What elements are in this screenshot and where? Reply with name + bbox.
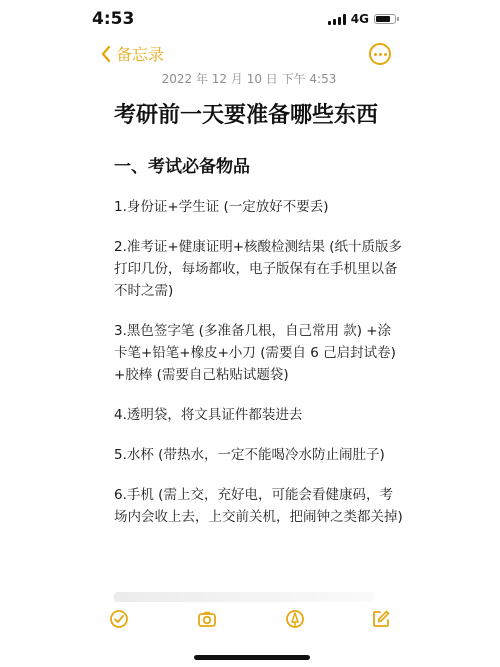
- back-button[interactable]: [100, 42, 164, 65]
- network-label: 4G: [350, 12, 369, 26]
- note-body[interactable]: [114, 70, 404, 546]
- more-icon: [369, 43, 391, 65]
- battery-icon: [374, 14, 396, 24]
- compose-icon: [371, 609, 391, 629]
- note-title: 考研前一天要准备哪些东西: [114, 103, 379, 128]
- status-time: 4:53: [92, 9, 135, 29]
- note-item-2: 2.准考证+健康证明+核酸检测结果 (纸十质版多打印几份，每场都收，电子版保有在手机里以备不时之需): [114, 239, 403, 299]
- signal-icon: [328, 14, 346, 25]
- camera-button[interactable]: [196, 608, 218, 630]
- note-date: 2022 年 12 月 10 日 下午 4:53: [161, 72, 337, 86]
- checklist-button[interactable]: [108, 608, 130, 630]
- faded-text-line: [114, 592, 374, 602]
- checklist-icon: [109, 609, 129, 629]
- note-item-5: 5.水杯 (带热水，一定不能喝冷水防止闹肚子): [114, 447, 385, 463]
- battery-fill: [376, 16, 390, 22]
- markup-button[interactable]: [284, 608, 306, 630]
- note-item-6: 6.手机 (需上交，充好电，可能会看健康码，考场内会收上去，上交前关机，把闹钟之类都关掉): [114, 487, 403, 525]
- note-item-1: 1.身份证+学生证 (一定放好不要丢): [114, 199, 329, 215]
- camera-icon: [197, 609, 217, 629]
- note-item-4: 4.透明袋，将文具证件都装进去: [114, 407, 303, 423]
- bottom-toolbar: [0, 608, 500, 638]
- back-label: 备忘录: [116, 45, 165, 64]
- nav-bar: [0, 36, 500, 72]
- chevron-left-icon: [100, 45, 112, 63]
- status-bar: [0, 0, 500, 36]
- markup-pen-icon: [285, 609, 305, 629]
- compose-button[interactable]: [370, 608, 392, 630]
- note-item-3: 3.黑色签字笔 (多准备几根，自己常用 款) +涂卡笔+铅笔+橡皮+小刀 (需要自 6 己启封试卷) +胶棒 (需要自己粘贴试题袋): [114, 323, 396, 383]
- home-indicator: [194, 655, 310, 660]
- section-heading: 一、考试必备物品: [114, 157, 250, 177]
- more-button[interactable]: [369, 43, 391, 65]
- status-indicators: [328, 12, 396, 26]
